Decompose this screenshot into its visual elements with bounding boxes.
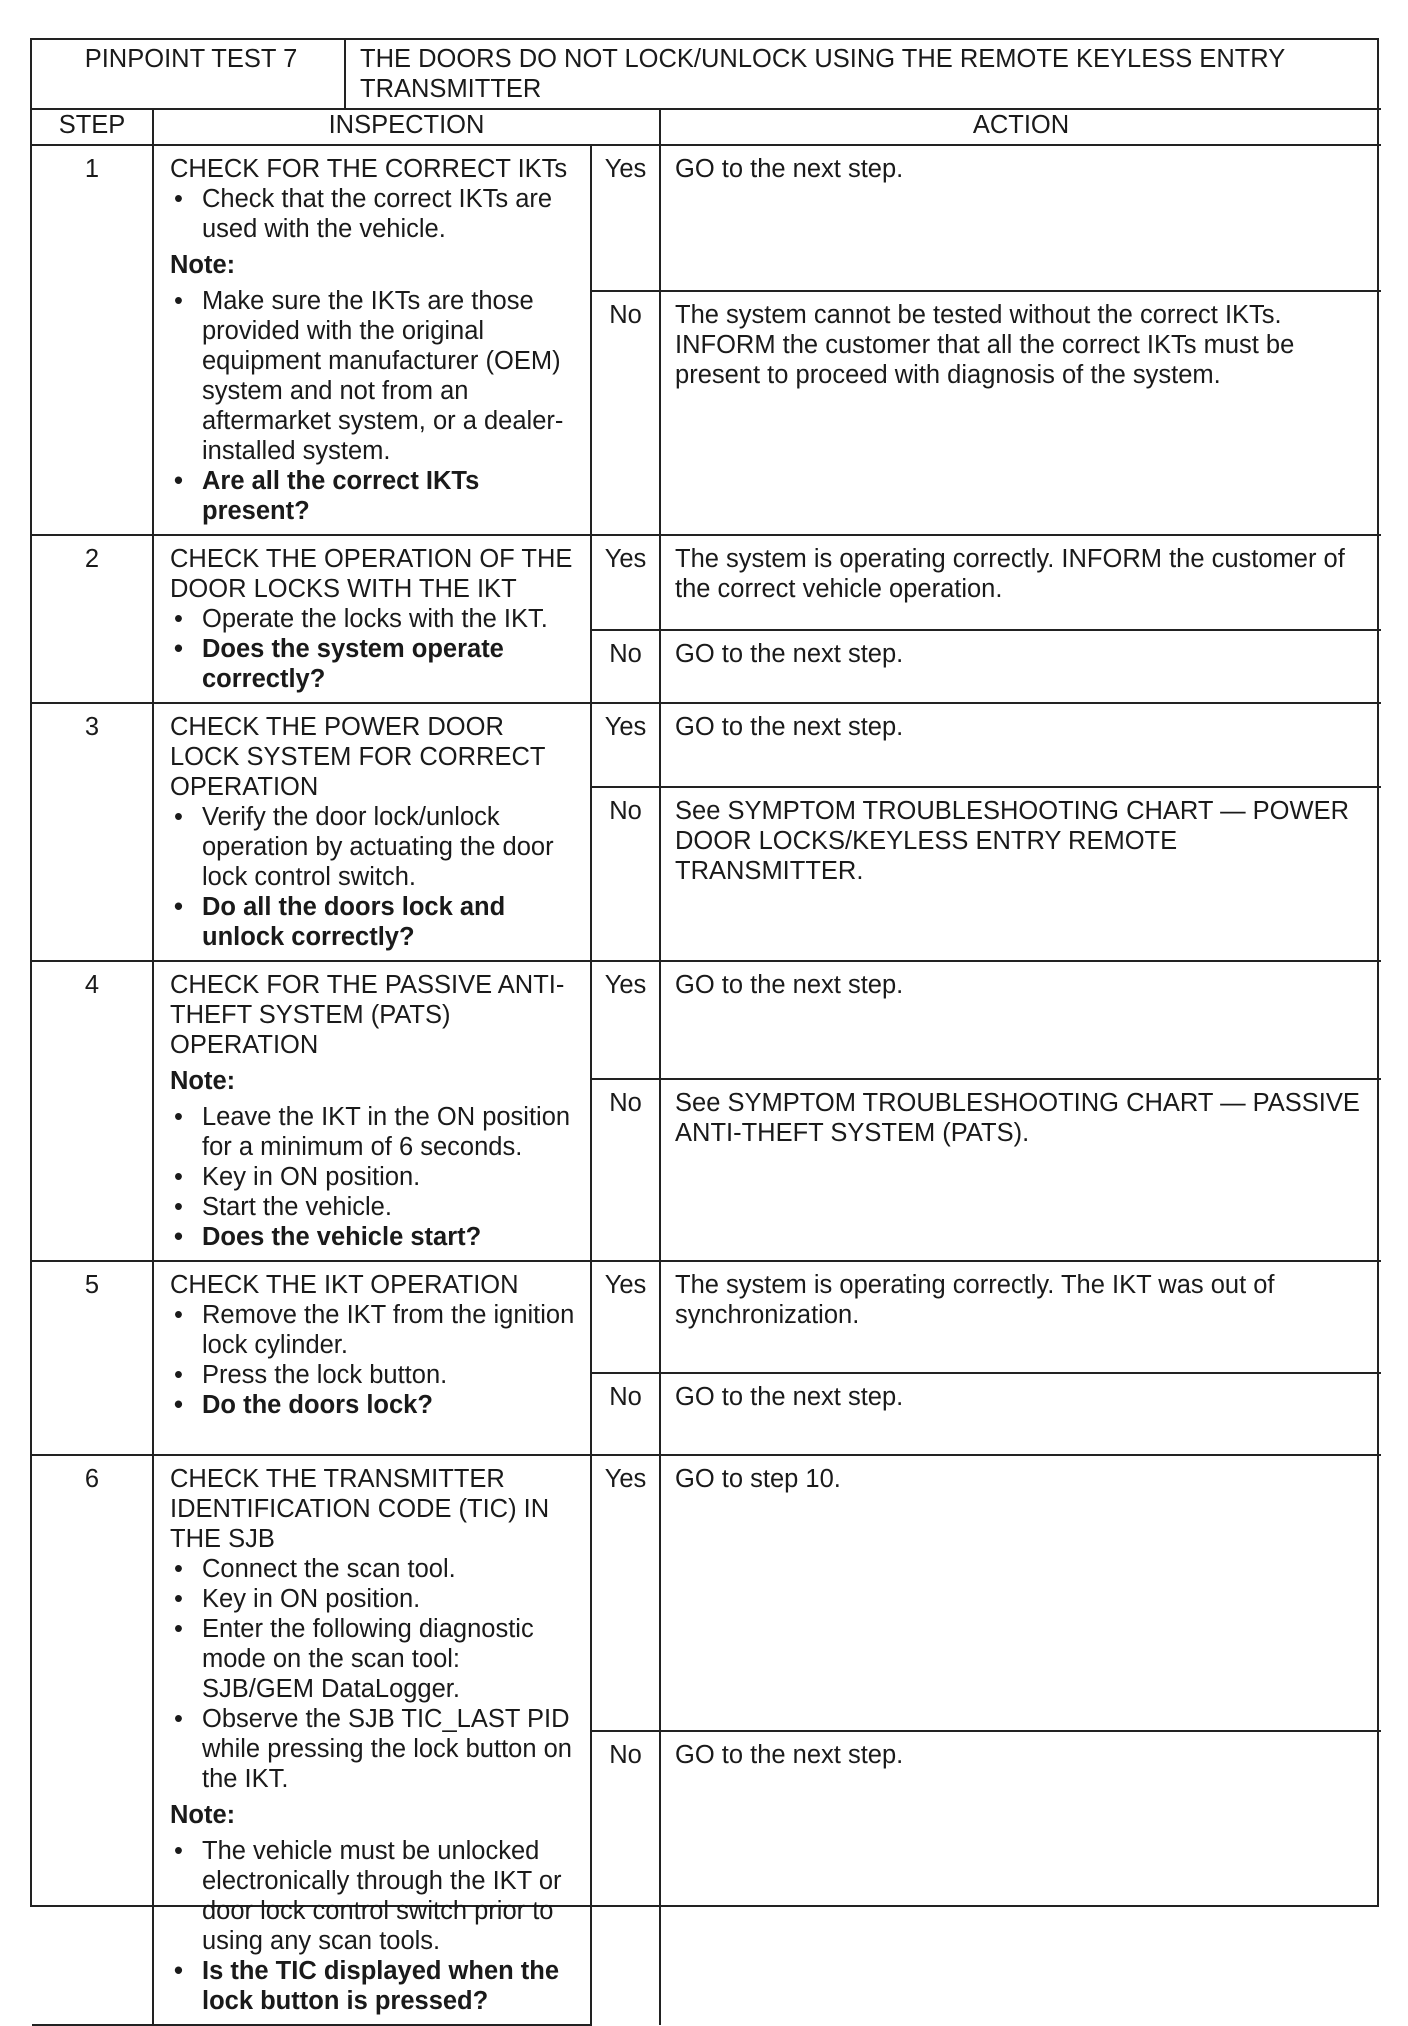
answer-yes-label: Yes <box>591 703 660 787</box>
pinpoint-test-table <box>32 40 1381 2026</box>
answer-no-label: No <box>591 1373 660 1455</box>
step-number: 2 <box>32 535 153 703</box>
step-question: • Does the vehicle start? <box>170 1222 578 1252</box>
answer-yes-label: Yes <box>591 961 660 1079</box>
step-bullets <box>170 892 578 952</box>
note-label: Note: <box>170 251 236 279</box>
step-row <box>32 145 1381 291</box>
step-bullet: • The vehicle must be unlocked electronically through the IKT or door lock control switch prior to using any scan tools. <box>170 1836 578 1956</box>
step-bullet: • Remove the IKT from the ignition lock cylinder. <box>170 1300 578 1360</box>
action-yes: GO to the next step. <box>660 961 1381 1079</box>
answer-yes-label: Yes <box>591 1261 660 1373</box>
step-question: • Does the system operate correctly? <box>170 634 578 694</box>
action-yes: GO to the next step. <box>660 703 1381 787</box>
step-bullet: • Verify the door lock/unlock operation by actuating the door lock control switch. <box>170 802 578 892</box>
step-bullets <box>170 1836 578 2016</box>
step-bullet: • Start the vehicle. <box>170 1192 578 1222</box>
action-no: See SYMPTOM TROUBLESHOOTING CHART — POWER DOOR LOCKS/KEYLESS ENTRY REMOTE TRANSMITTER. <box>660 787 1381 961</box>
action-no: GO to the next step. <box>660 1731 1381 2025</box>
step-inspection <box>153 535 591 703</box>
step-bullets <box>170 1300 578 1390</box>
answer-no-label: No <box>591 787 660 961</box>
step-row <box>32 1261 1381 1373</box>
table-title-row <box>32 40 1381 109</box>
step-inspection <box>153 145 591 535</box>
action-no: GO to the next step. <box>660 630 1381 703</box>
step-bullet: • Enter the following diagnostic mode on the scan tool: SJB/GEM DataLogger. <box>170 1614 578 1704</box>
action-no: The system cannot be tested without the correct IKTs. INFORM the customer that all the correct IKTs must be present to proceed with diagnosis of the system. <box>660 291 1381 535</box>
step-bullets <box>170 802 578 892</box>
step-number: 4 <box>32 961 153 1261</box>
step-number: 5 <box>32 1261 153 1455</box>
step-inspection <box>153 703 591 961</box>
column-header-step: STEP <box>32 109 153 145</box>
step-row <box>32 1455 1381 1731</box>
step-title: CHECK THE TRANSMITTER IDENTIFICATION CODE (TIC) IN THE SJB <box>170 1465 550 1553</box>
test-label: PINPOINT TEST 7 <box>32 40 345 109</box>
step-bullets <box>170 184 578 244</box>
column-header-inspection: INSPECTION <box>153 109 660 145</box>
action-yes: The system is operating correctly. The IKT was out of synchronization. <box>660 1261 1381 1373</box>
step-row <box>32 535 1381 630</box>
answer-yes-label: Yes <box>591 535 660 630</box>
step-row <box>32 961 1381 1079</box>
step-number: 1 <box>32 145 153 535</box>
step-bullet: • Press the lock button. <box>170 1360 578 1390</box>
column-header-row <box>32 109 1381 145</box>
test-title: THE DOORS DO NOT LOCK/UNLOCK USING THE REMOTE KEYLESS ENTRY TRANSMITTER <box>345 40 1381 109</box>
step-bullet: • Check that the correct IKTs are used with the vehicle. <box>170 184 578 244</box>
step-question: • Are all the correct IKTs present? <box>170 466 578 526</box>
step-bullets <box>170 1102 578 1252</box>
step-bullets <box>170 1390 578 1420</box>
step-question: • Do the doors lock? <box>170 1390 578 1420</box>
step-bullet: • Key in ON position. <box>170 1162 578 1192</box>
step-bullet: • Connect the scan tool. <box>170 1554 578 1584</box>
note-label: Note: <box>170 1801 236 1829</box>
action-yes: The system is operating correctly. INFORM the customer of the correct vehicle operation. <box>660 535 1381 630</box>
step-title: CHECK THE OPERATION OF THE DOOR LOCKS WITH THE IKT <box>170 545 573 603</box>
step-inspection <box>153 961 591 1261</box>
answer-no-label: No <box>591 630 660 703</box>
step-bullet: • Make sure the IKTs are those provided with the original equipment manufacturer (OEM) system and not from an aftermarket system, or a dealer-installed system. <box>170 286 578 466</box>
action-no: See SYMPTOM TROUBLESHOOTING CHART — PASSIVE ANTI-THEFT SYSTEM (PATS). <box>660 1079 1381 1261</box>
step-bullets <box>170 1554 578 1794</box>
step-row <box>32 703 1381 787</box>
step-inspection <box>153 1261 591 1455</box>
step-title: CHECK FOR THE PASSIVE ANTI-THEFT SYSTEM (PATS) OPERATION <box>170 971 565 1059</box>
answer-yes-label: Yes <box>591 145 660 291</box>
step-bullets <box>170 286 578 526</box>
step-bullets <box>170 604 578 634</box>
answer-no-label: No <box>591 291 660 535</box>
step-number: 3 <box>32 703 153 961</box>
step-bullet: • Leave the IKT in the ON position for a minimum of 6 seconds. <box>170 1102 578 1162</box>
action-yes: GO to step 10. <box>660 1455 1381 1731</box>
answer-yes-label: Yes <box>591 1455 660 1731</box>
answer-no-label: No <box>591 1731 660 2025</box>
column-header-action: ACTION <box>660 109 1381 145</box>
step-title: CHECK THE IKT OPERATION <box>170 1271 519 1299</box>
step-bullet: • Operate the locks with the IKT. <box>170 604 578 634</box>
action-no: GO to the next step. <box>660 1373 1381 1455</box>
step-bullet: • Observe the SJB TIC_LAST PID while pressing the lock button on the IKT. <box>170 1704 578 1794</box>
step-title: CHECK THE POWER DOOR LOCK SYSTEM FOR CORRECT OPERATION <box>170 713 545 801</box>
answer-no-label: No <box>591 1079 660 1261</box>
step-question: • Is the TIC displayed when the lock button is pressed? <box>170 1956 578 2016</box>
pinpoint-test-table-frame <box>30 38 1379 2015</box>
step-bullets <box>170 634 578 694</box>
note-label: Note: <box>170 1067 236 1095</box>
step-title: CHECK FOR THE CORRECT IKTs <box>170 155 568 183</box>
step-question: • Do all the doors lock and unlock correctly? <box>170 892 578 952</box>
step-bullet: • Key in ON position. <box>170 1584 578 1614</box>
step-number: 6 <box>32 1455 153 2025</box>
action-yes: GO to the next step. <box>660 145 1381 291</box>
step-inspection <box>153 1455 591 2025</box>
